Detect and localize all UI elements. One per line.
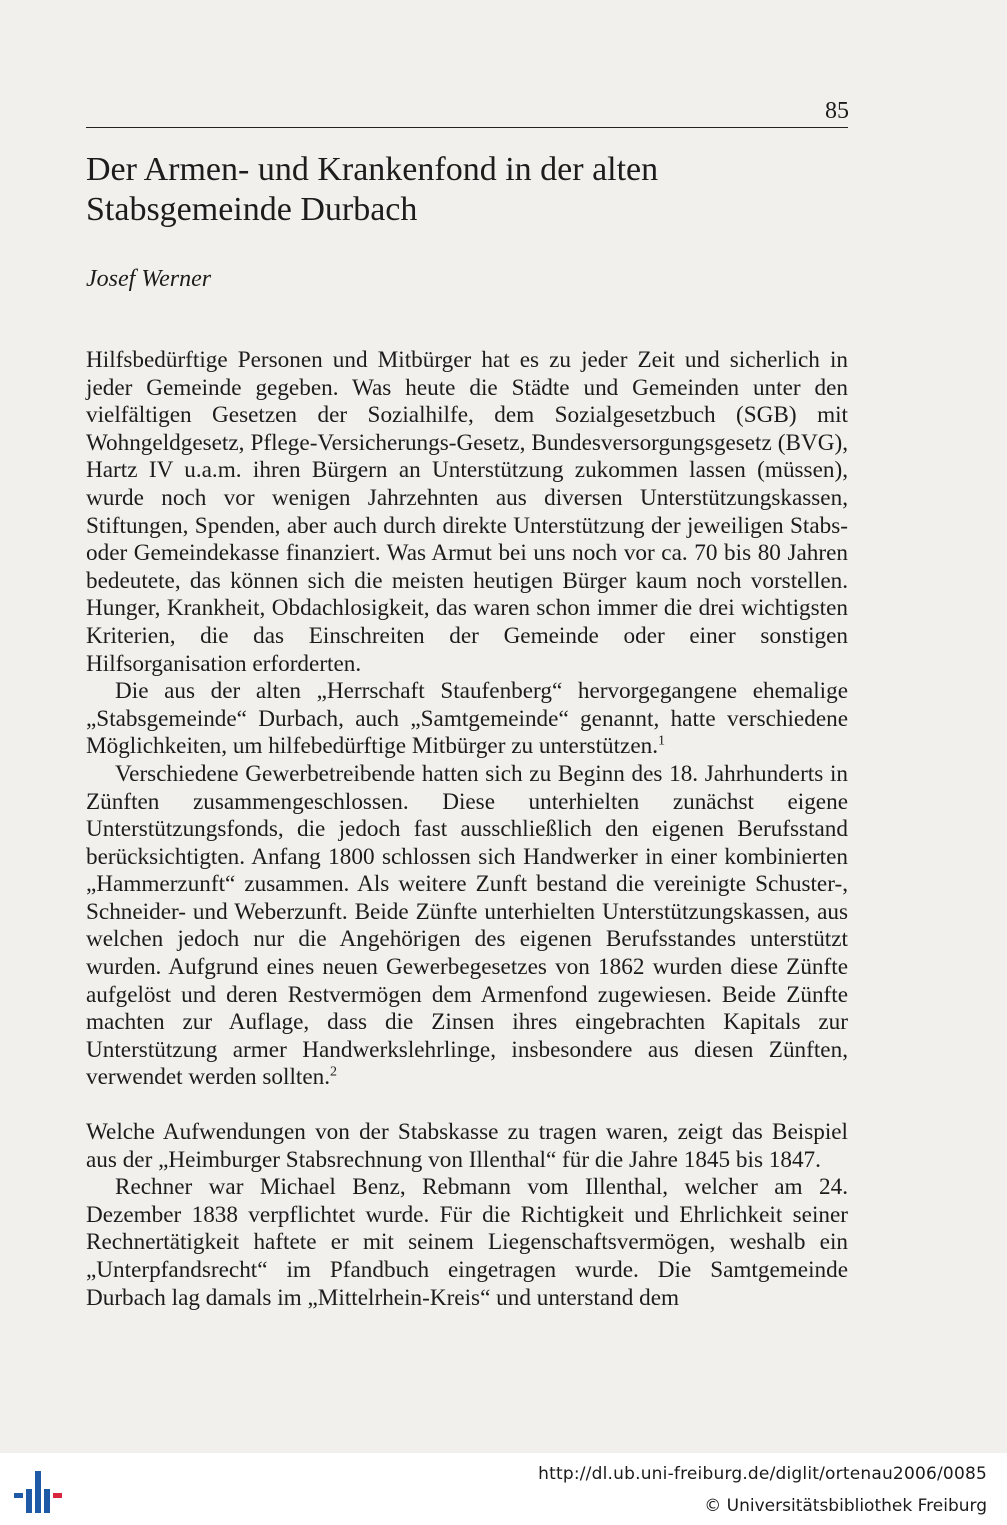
article-author: Josef Werner	[86, 266, 212, 292]
viewer-footer	[0, 1453, 1007, 1525]
footnote-ref-1[interactable]: 1	[658, 733, 666, 749]
permalink-url[interactable]: http://dl.ub.uni-freiburg.de/diglit/ortenau2006/0085	[538, 1464, 987, 1484]
article-title-line-1: Der Armen- und Krankenfond in der alten	[86, 151, 659, 188]
paragraph-1: Hilfsbedürftige Personen und Mitbürger hat es zu jeder Zeit und sicherlich in jeder Gemeinde gegeben. Was heute die Städte und Gemeinden unter den vielfältigen Gesetzen der Sozialhilfe, dem Sozialgesetzbuch (SGB) mit Wohngeldgesetz, Pflege-Versicherungs-Gesetz, Bundesversorgungsgesetz (BVG), Hartz IV u.a.m. ihren Bürgern an Unterstützung zukommen lassen (müssen), wurde noch vor wenigen Jahrzehnten aus diversen Unterstützungskassen, Stiftungen, Spenden, aber auch durch direkte Unterstützung der jeweiligen Stabs- oder Gemeindekasse finanziert. Was Armut bei uns noch vor ca. 70 bis 80 Jahren bedeutete, das können sich die meisten heutigen Bürger kaum noch vorstellen. Hunger, Krankheit, Obdachlosigkeit, das waren schon immer die drei wichtigsten Kriterien, die das Einschreiten der Gemeinde oder einer sonstigen Hilfsorganisation erforderten.	[86, 347, 848, 677]
paragraph-2: Die aus der alten „Herrschaft Staufenberg“ hervorgegangene ehemalige „Stabsgemeinde“ Durbach, auch „Samtgemeinde“ genannt, hatte verschiedene Möglichkeiten, um hilfebedürftige Mitbürger zu unterstützen.$^1$	[86, 678, 848, 760]
paragraph-3: Verschiedene Gewerbetreibende hatten sich zu Beginn des 18. Jahrhunderts in Zünften zusammengeschlossen. Diese unterhielten zunächst eigene Unterstützungsfonds, die jedoch fast ausschließlich den eigenen Berufsstand berücksichtigten. Anfang 1800 schlossen sich Handwerker in einer kombinierten „Hammerzunft“ zusammen. Als weitere Zunft bestand die vereinigte Schuster-, Schneider- und Weberzunft. Beide Zünfte unterhielten Unterstützungskassen, aus welchen jedoch nur die Angehörigen des eigenen Berufsstandes unterstützt wurden. Aufgrund eines neuen Gewerbegesetzes von 1862 wurden diese Zünfte aufgelöst und deren Restvermögen dem Armenfond zugewiesen. Beide Zünfte machten zur Auflage, dass die Zinsen ihres eingebrachten Kapitals zur Unterstützung armer Handwerkslehrlinge, insbesondere aus diesen Zünften, verwendet werden sollten.$^2$	[86, 760, 848, 1091]
footnote-ref-2[interactable]: 2	[330, 1064, 338, 1080]
ub-freiburg-logo-icon[interactable]	[12, 1465, 64, 1517]
paragraph-5: Rechner war Michael Benz, Rebmann vom Illenthal, welcher am 24. Dezember 1838 verpflichtet wurde. Für die Richtigkeit und Ehrlichkeit seiner Rechnertätigkeit haftete er mit seinem Liegenschaftsvermögen, weshalb ein „Unterpfandsrecht“ im Pfandbuch eingetragen wurde. Die Samtgemeinde Durbach lag damals im „Mittelrhein-Kreis“ und unterstand dem	[86, 1174, 848, 1311]
copyright-notice: © Universitätsbibliothek Freiburg	[704, 1496, 987, 1516]
article-title-line-2: Stabsgemeinde Durbach	[86, 191, 418, 228]
paragraph-4: Welche Aufwendungen von der Stabskasse zu tragen waren, zeigt das Beispiel aus der „Heimburger Stabsrechnung von Illenthal“ für die Jahre 1845 bis 1847.	[86, 1119, 848, 1173]
article-body	[86, 347, 848, 1312]
page-number: 85	[825, 98, 849, 124]
article-title	[86, 150, 848, 230]
header-rule	[86, 127, 848, 128]
